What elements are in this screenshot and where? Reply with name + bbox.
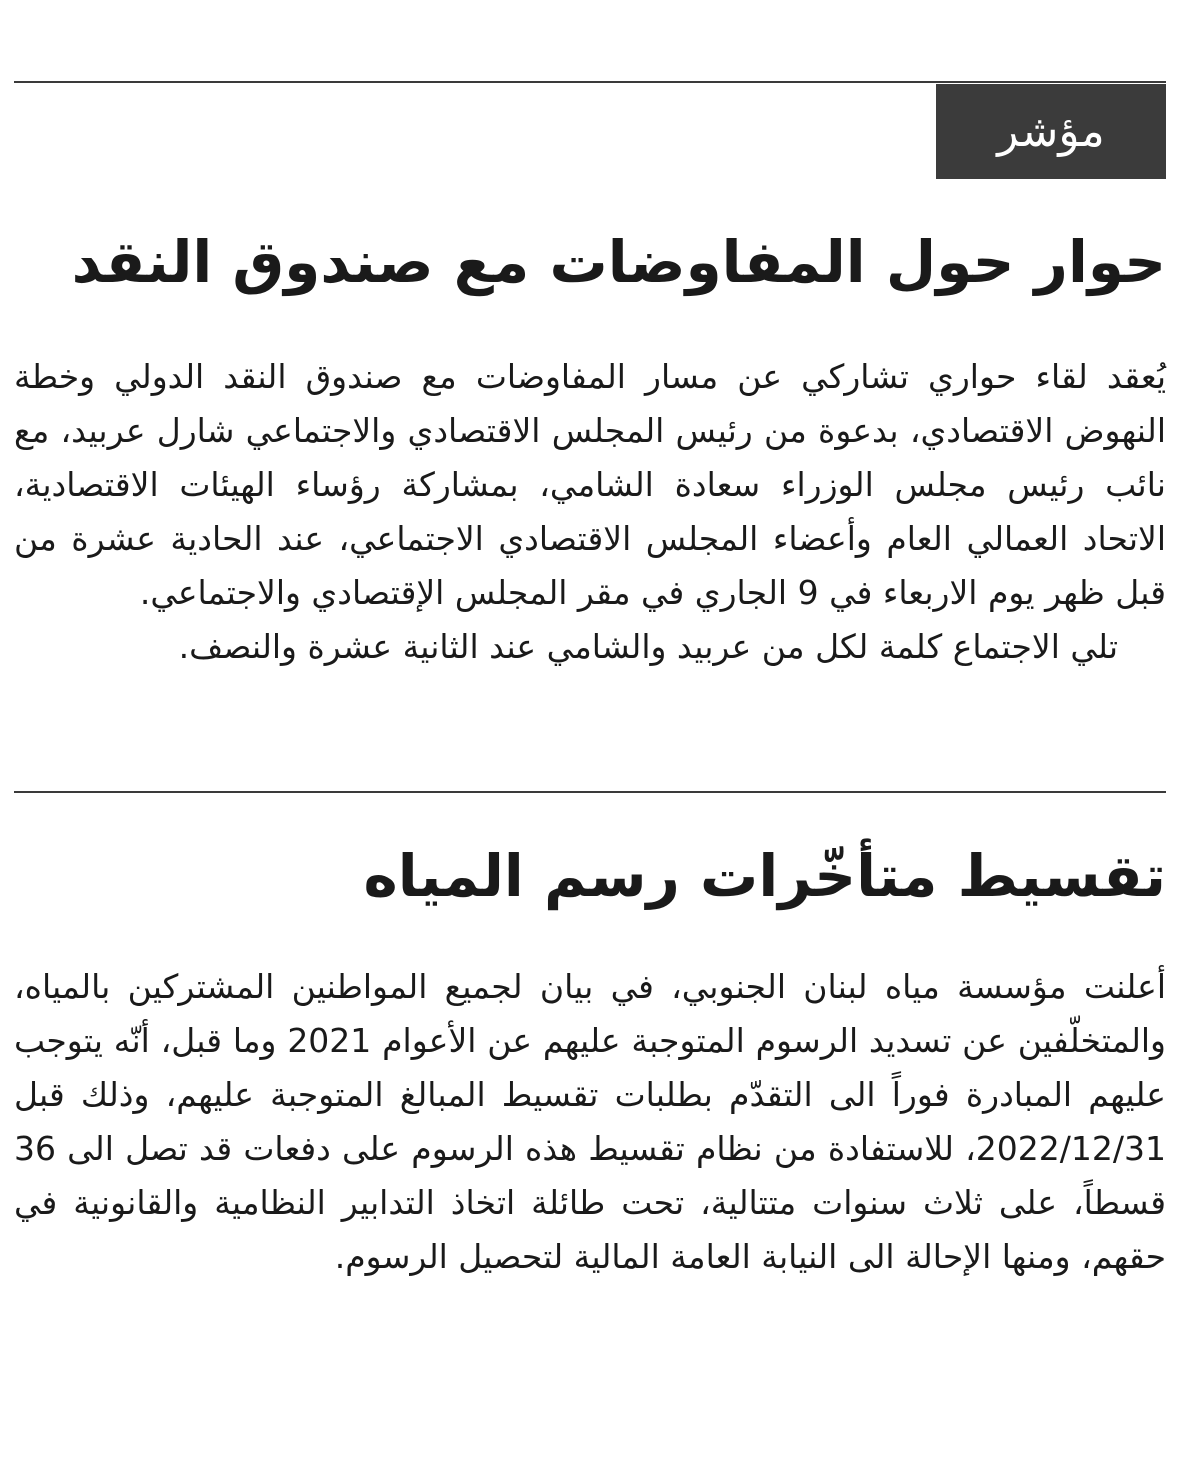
article-2-body	[14, 960, 1166, 1284]
article-1-paragraph-1: يُعقد لقاء حواري تشاركي عن مسار المفاوضات مع صندوق النقد الدولي وخطة النهوض الاقتصادي، بدعوة من رئيس المجلس الاقتصادي والاجتماعي شارل عربيد، مع نائب رئيس مجلس الوزراء سعادة الشامي، بمشاركة رؤساء الهيئات الاقتصادية، الاتحاد العمالي العام وأعضاء المجلس الاقتصادي الاجتماعي، عند الحادية عشرة من قبل ظهر يوم الاربعاء في 9 الجاري في مقر المجلس الإقتصادي والاجتماعي.	[14, 357, 1166, 612]
article-1-headline: حوار حول المفاوضات مع صندوق النقد	[71, 228, 1166, 296]
article-1-paragraph-2: تلي الاجتماع كلمة لكل من عربيد والشامي عند الثانية عشرة والنصف.	[178, 627, 1118, 666]
article-2-paragraph-1: أعلنت مؤسسة مياه لبنان الجنوبي، في بيان لجميع المواطنين المشتركين بالمياه، والمتخلّفين عن تسديد الرسوم المتوجبة عليهم عن الأعوام 2021 وما قبل، أنّه يتوجب عليهم المبادرة فوراً الى التقدّم بطلبات تقسيط المبالغ المتوجبة عليهم، وذلك قبل 2022/12/31، للاستفادة من نظام تقسيط هذه الرسوم على دفعات قد تصل الى 36 قسطاً، على ثلاث سنوات متتالية، تحت طائلة اتخاذ التدابير النظامية والقانونية في حقهم، ومنها الإحالة الى النيابة العامة المالية لتحصيل الرسوم.	[14, 967, 1166, 1276]
article-1-body	[14, 350, 1166, 674]
top-divider	[14, 81, 1166, 83]
section-tag: مؤشر	[936, 84, 1166, 179]
article-2-headline: تقسيط متأخّرات رسم المياه	[363, 842, 1166, 910]
section-divider	[14, 791, 1166, 793]
